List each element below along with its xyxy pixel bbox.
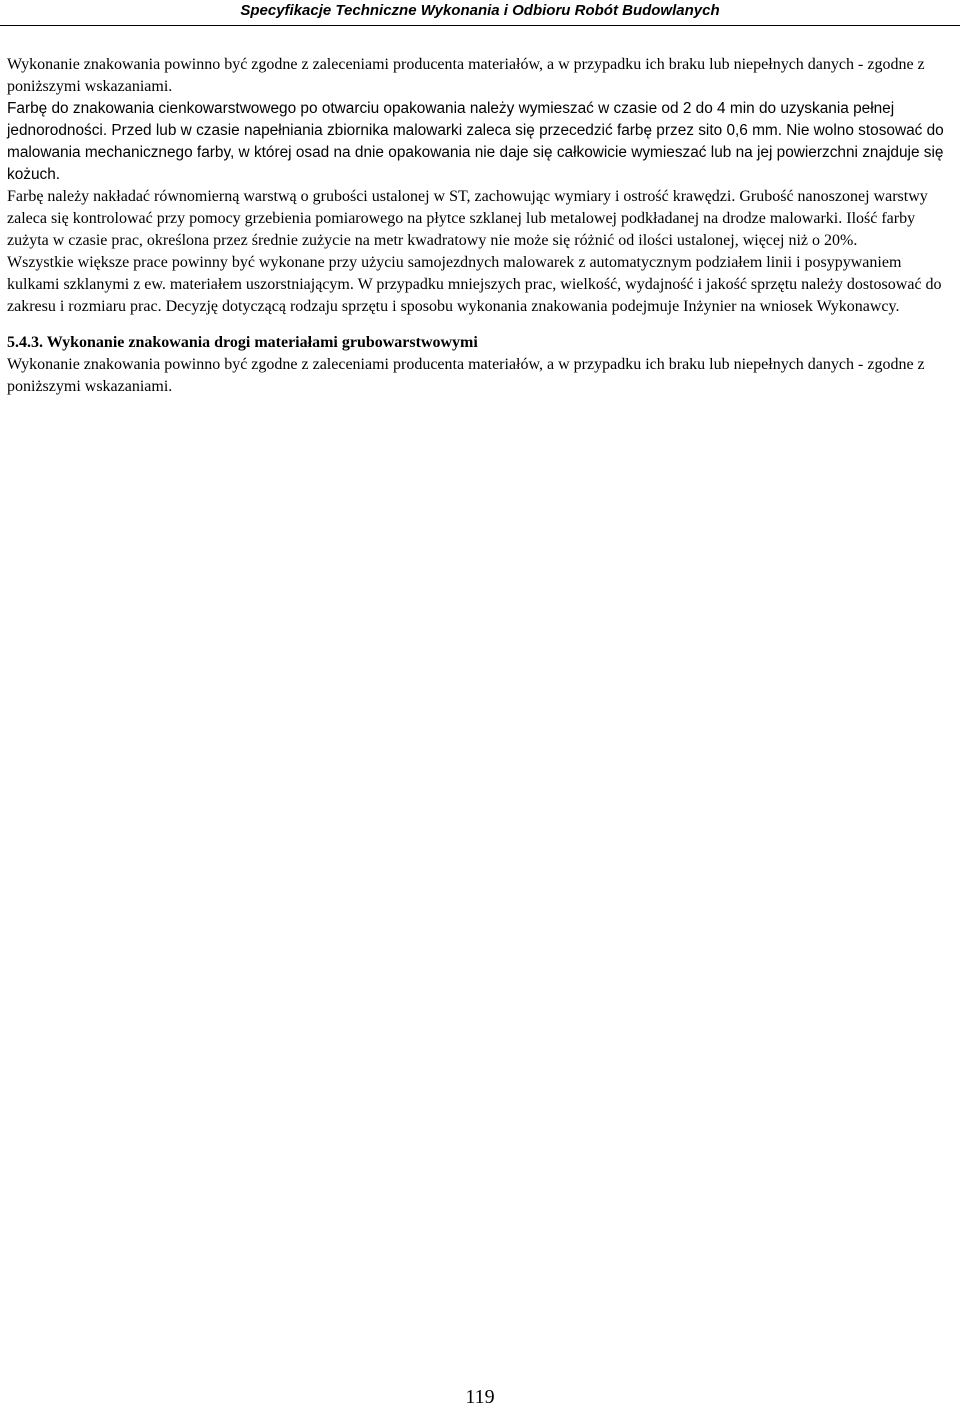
document-header: Specyfikacje Techniczne Wykonania i Odbioru Robót Budowlanych	[240, 2, 720, 19]
page-number: 119	[465, 1386, 495, 1408]
intro-paragraph-1: Wykonanie znakowania powinno być zgodne z zaleceniami producenta materiałów, a w przypadku ich braku lub niepełnych danych - zgodne z poniższymi wskazaniami.	[7, 56, 925, 95]
intro-paragraph-2: Farbę do znakowania cienkowarstwowego po otwarciu opakowania należy wymieszać w czasie od 2 do 4 min do uzyskania pełnej jednorodności. Przed lub w czasie napełniania zbiornika malowarki zaleca się przecedzić farbę przez sito 0,6 mm. Nie wolno stosować do malowania mechanicznego farby, w której osad na dnie opakowania nie daje się całkowicie wymieszać lub na jej powierzchni znajduje się kożuch.	[7, 100, 944, 183]
intro-paragraph-3: Farbę należy nakładać równomierną warstwą o grubości ustalonej w ST, zachowując wymiary i ostrość krawędzi. Grubość nanoszonej warstwy zaleca się kontrolować przy pomocy grzebienia pomiarowego na płytce szklanej lub metalowej podkładanej na drodze malowarki. Ilość farby zużyta w czasie prac, określona przez średnie zużycie na metr kwadratowy nie może się różnić od ilości ustalonej, więcej niż o 20%.	[7, 188, 928, 249]
section-heading-5-4-3: 5.4.3. Wykonanie znakowania drogi materiałami grubowarstwowymi	[7, 334, 478, 351]
header-rule	[0, 25, 960, 26]
page-content	[7, 54, 952, 398]
section-5-4-3-paragraph-1: Wykonanie znakowania powinno być zgodne z zaleceniami producenta materiałów, a w przypadku ich braku lub niepełnych danych - zgodne z poniższymi wskazaniami.	[7, 356, 925, 395]
intro-paragraph-4: Wszystkie większe prace powinny być wykonane przy użyciu samojezdnych malowarek z automatycznym podziałem linii i posypywaniem kulkami szklanymi z ew. materiałem uszorstniającym. W przypadku mniejszych prac, wielkość, wydajność i jakość sprzętu należy dostosować do zakresu i rozmiaru prac. Decyzję dotyczącą rodzaju sprzętu i sposobu wykonania znakowania podejmuje Inżynier na wniosek Wykonawcy.	[7, 254, 942, 315]
